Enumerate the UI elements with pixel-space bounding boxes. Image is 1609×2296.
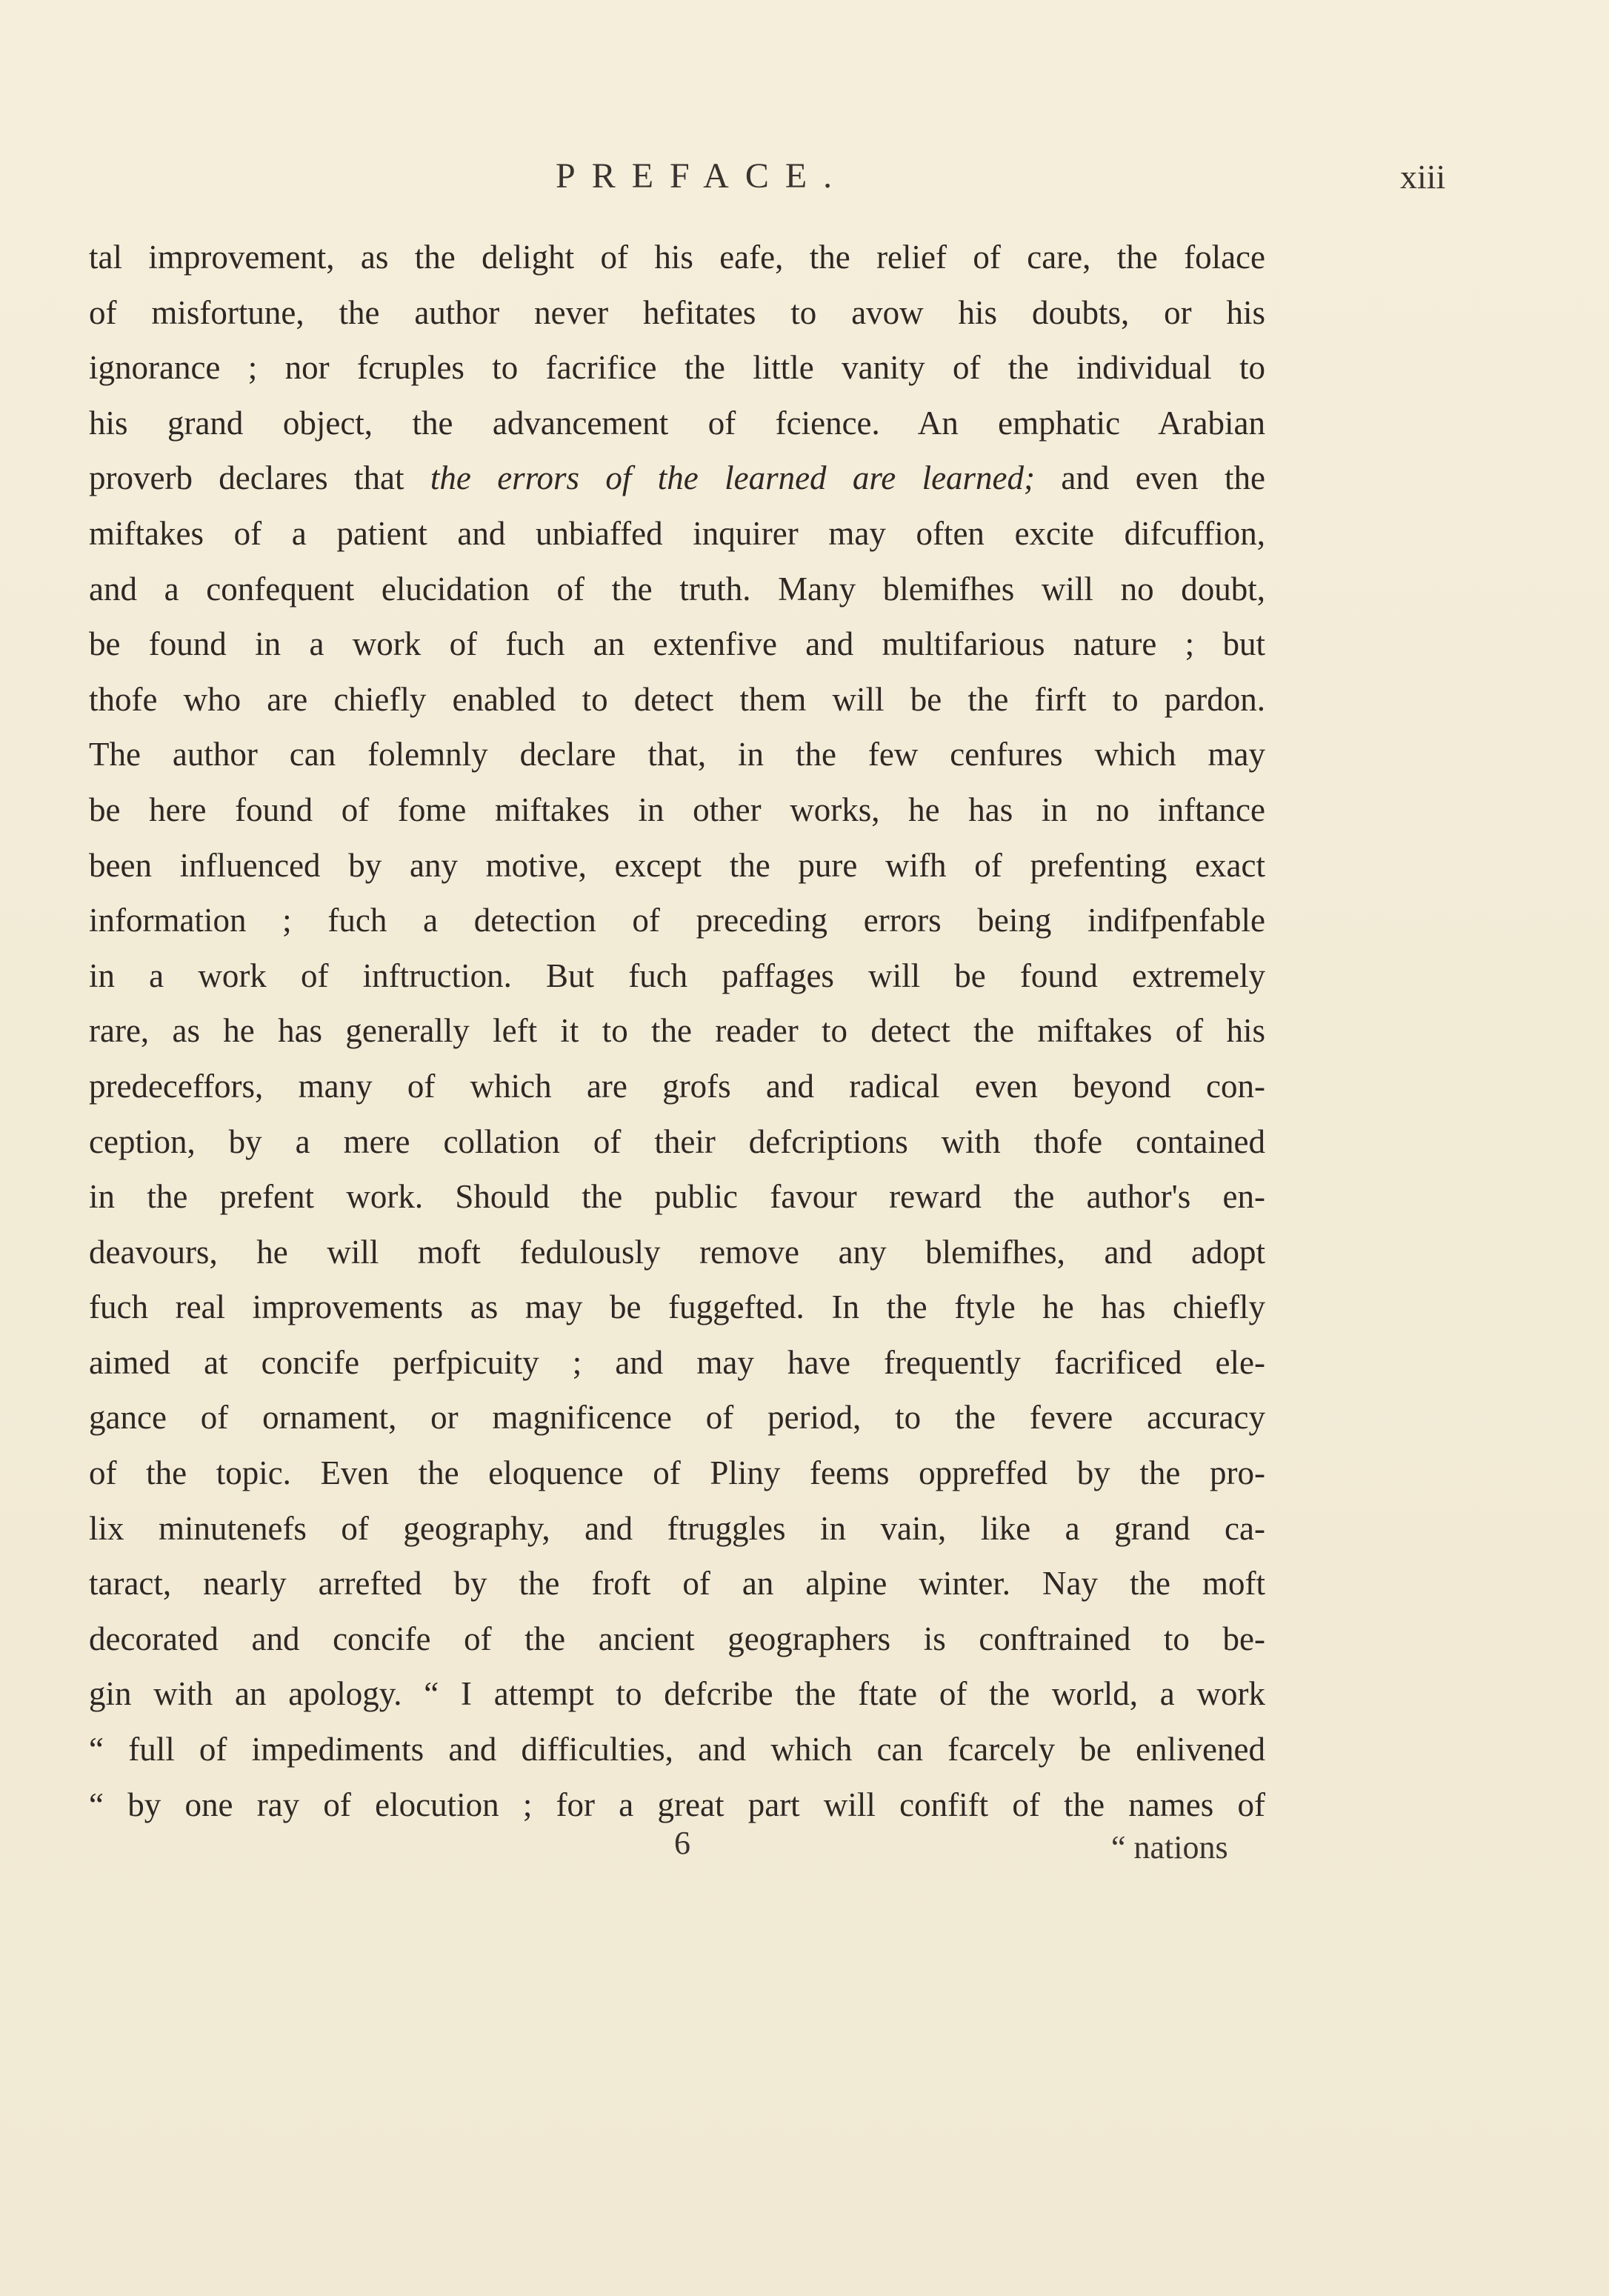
text-line: gin with an apology. “ I attempt to defcribe the ftate of the world, a work — [89, 1675, 1265, 1713]
text-line: “ by one ray of elocution ; for a great part will confift of the names of — [89, 1786, 1265, 1823]
text-line: rare, as he has generally left it to the reader to detect the miftakes of his — [89, 1012, 1265, 1050]
page-number: xiii — [1400, 158, 1446, 196]
text-line: deavours, he will moft fedulously remove any blemifhes, and adopt — [89, 1233, 1265, 1271]
text-line: decorated and concife of the ancient geographers is conftrained to be- — [89, 1620, 1265, 1657]
text-line: thofe who are chiefly enabled to detect them will be the firft to pardon. — [89, 680, 1265, 718]
body-text — [89, 230, 1265, 1832]
text-line: of misfortune, the author never hefitates to avow his doubts, or his — [89, 293, 1265, 331]
italic-proverb: the errors of the learned are learned; — [430, 459, 1036, 497]
text-line: his grand object, the advancement of fcience. An emphatic Arabian — [89, 404, 1265, 442]
text-line-with-italic — [89, 450, 1265, 506]
text-line: in a work of inftruction. But fuch paffages will be found extremely — [89, 956, 1265, 994]
text-line: The author can folemnly declare that, in the few cenfures which may — [89, 736, 1265, 773]
text-line: lix minutenefs of geography, and ftruggles in vain, like a grand ca- — [89, 1509, 1265, 1547]
text-line: tal improvement, as the delight of his eafe, the relief of care, the folace — [89, 239, 1265, 276]
text-run: proverb declares that — [89, 459, 430, 497]
page-footer — [0, 1824, 1609, 1876]
catchword: “ nations — [1111, 1829, 1228, 1866]
text-line: aimed at concife perfpicuity ; and may have frequently facrificed ele- — [89, 1343, 1265, 1381]
text-line: and a confequent elucidation of the truth. Many blemifhes will no doubt, — [89, 570, 1265, 608]
running-header — [0, 148, 1609, 207]
text-line: in the prefent work. Should the public favour reward the author's en- — [89, 1178, 1265, 1216]
text-line: information ; fuch a detection of preceding errors being indifpenfable — [89, 902, 1265, 939]
text-line: be here found of fome miftakes in other works, he has in no inftance — [89, 791, 1265, 828]
text-line: ception, by a mere collation of their defcriptions with thofe contained — [89, 1122, 1265, 1160]
signature-mark: 6 — [674, 1825, 690, 1861]
text-line: ignorance ; nor fcruples to facrifice the little vanity of the individual to — [89, 349, 1265, 387]
text-line: of the topic. Even the eloquence of Pliny feems oppreffed by the pro- — [89, 1454, 1265, 1492]
text-run: and even the — [1035, 459, 1265, 497]
text-line: been influenced by any motive, except the pure wifh of prefenting exact — [89, 846, 1265, 884]
text-line: predeceffors, many of which are grofs and radical even beyond con- — [89, 1067, 1265, 1105]
text-line: fuch real improvements as may be fuggefted. In the ftyle he has chiefly — [89, 1288, 1265, 1326]
text-line: gance of ornament, or magnificence of period, to the fevere accuracy — [89, 1399, 1265, 1437]
text-line: “ full of impediments and difficulties, and which can fcarcely be enlivened — [89, 1731, 1265, 1768]
text-line: be found in a work of fuch an extenfive and multifarious nature ; but — [89, 625, 1265, 663]
running-title: PREFACE. — [556, 156, 849, 196]
text-line: taract, nearly arrefted by the froft of an alpine winter. Nay the moft — [89, 1565, 1265, 1603]
text-line: miftakes of a patient and unbiaffed inquirer may often excite difcuffion, — [89, 514, 1265, 552]
